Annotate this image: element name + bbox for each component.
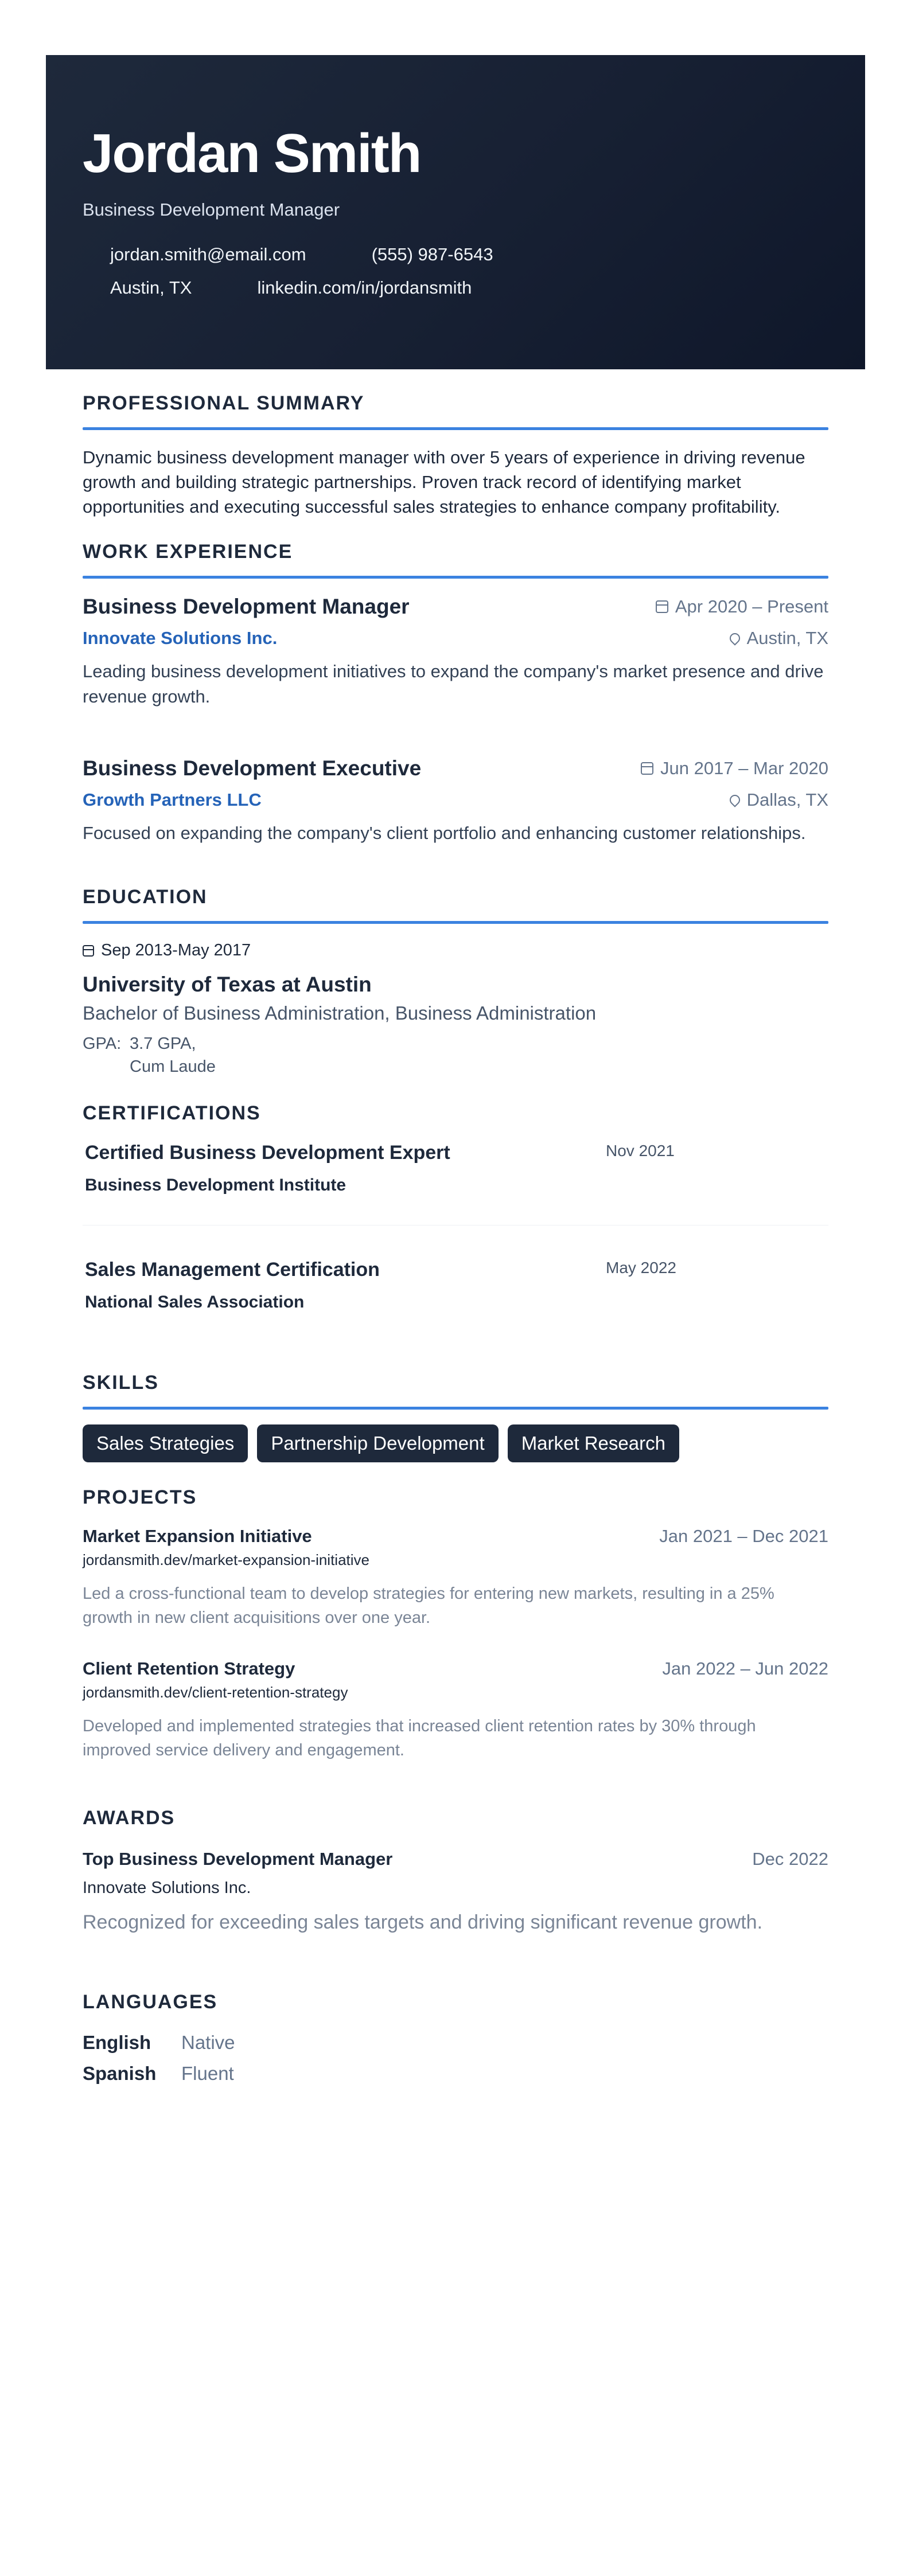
project-title: Client Retention Strategy <box>83 1658 295 1679</box>
award-title: Top Business Development Manager <box>83 1849 393 1869</box>
gpa-value: 3.7 GPA, <box>130 1035 196 1053</box>
project-link[interactable]: jordansmith.dev/market-expansion-initiative <box>83 1551 370 1568</box>
job-company: Innovate Solutions Inc. <box>83 628 278 648</box>
degree: Bachelor of Business Administration, Business Administration <box>83 1002 597 1024</box>
email-icon <box>83 249 94 260</box>
education-heading: EDUCATION <box>83 886 208 908</box>
languages-heading: LANGUAGES <box>83 1991 218 2013</box>
awards-section <box>83 1762 828 1934</box>
language-level: Fluent <box>181 2063 234 2084</box>
project-dates: Jan 2021 – Dec 2021 <box>659 1526 828 1546</box>
certification-date: May 2022 <box>606 1259 676 1277</box>
skills-list <box>83 1424 828 1462</box>
certifications-section <box>83 1078 828 1312</box>
projects-heading: PROJECTS <box>83 1486 197 1508</box>
experience-heading: WORK EXPERIENCE <box>83 541 293 563</box>
certification-date: Nov 2021 <box>606 1142 675 1160</box>
language-row <box>83 2027 828 2058</box>
contact-linkedin-text: linkedin.com/in/jordansmith <box>257 278 472 298</box>
languages-section <box>83 1934 828 2089</box>
contact-linkedin[interactable] <box>229 278 472 298</box>
language-name: English <box>83 2032 151 2053</box>
job-location-text: Dallas, TX <box>746 790 828 810</box>
calendar-icon <box>83 945 94 957</box>
certification-name: Certified Business Development Expert <box>85 1142 450 1164</box>
award-issuer: Innovate Solutions Inc. <box>83 1879 251 1897</box>
resume-body <box>46 369 865 2089</box>
project-description: Led a cross-functional team to develop strategies for entering new markets, resulting in a 25% growth in new client acquisitions over one year. <box>83 1584 774 1627</box>
job-location-text: Austin, TX <box>746 628 828 648</box>
certification-issuer: Business Development Institute <box>85 1176 347 1195</box>
job-entry <box>83 756 828 846</box>
contact-list <box>83 244 656 298</box>
skill-chip: Market Research <box>508 1424 679 1462</box>
job-dates-text: Apr 2020 – Present <box>675 596 828 616</box>
gpa-block <box>83 1032 828 1078</box>
award-description: Recognized for exceeding sales targets and driving significant revenue growth. <box>83 1911 763 1933</box>
phone-icon <box>344 249 356 260</box>
job-entry <box>83 595 828 709</box>
language-level: Native <box>181 2032 235 2053</box>
location-pin-icon <box>727 793 742 807</box>
summary-section <box>83 369 828 519</box>
awards-heading: AWARDS <box>83 1807 176 1829</box>
certification-issuer: National Sales Association <box>85 1293 305 1312</box>
skill-chip: Sales Strategies <box>83 1424 248 1462</box>
experience-section <box>83 519 828 846</box>
summary-rule <box>83 427 828 430</box>
candidate-title: Business Development Manager <box>83 200 340 220</box>
resume-header <box>46 55 865 369</box>
resume-page <box>46 55 865 2089</box>
calendar-icon <box>641 762 653 775</box>
education-dates-text: Sep 2013-May 2017 <box>101 941 251 959</box>
award-date: Dec 2022 <box>752 1849 828 1869</box>
school-name: University of Texas at Austin <box>83 973 372 996</box>
job-description: Leading business development initiatives to expand the company's market presence and drive revenue growth. <box>83 661 824 707</box>
skills-section <box>83 1312 828 1462</box>
contact-location-text: Austin, TX <box>110 278 192 298</box>
education-rule <box>83 921 828 924</box>
project-entry <box>83 1658 828 1762</box>
certification-entry <box>83 1142 828 1195</box>
project-dates: Jan 2022 – Jun 2022 <box>662 1658 828 1679</box>
certification-entry <box>83 1259 828 1312</box>
certifications-heading: CERTIFICATIONS <box>83 1102 261 1124</box>
certification-name: Sales Management Certification <box>85 1259 380 1281</box>
candidate-name: Jordan Smith <box>83 123 421 184</box>
contact-email[interactable] <box>83 244 306 265</box>
honors: Cum Laude <box>130 1057 216 1076</box>
education-dates <box>83 941 828 960</box>
job-location <box>730 628 828 649</box>
languages-list <box>83 2027 828 2089</box>
project-entry <box>83 1526 828 1630</box>
contact-email-text: jordan.smith@email.com <box>110 244 306 264</box>
job-title: Business Development Executive <box>83 756 422 780</box>
job-company: Growth Partners LLC <box>83 790 262 810</box>
summary-text: Dynamic business development manager with over 5 years of experience in driving revenue growth and building strategic partnerships. Proven track record of identifying market opportunities and executing successful sales strategies to enhance company profitability. <box>83 447 805 517</box>
summary-heading: PROFESSIONAL SUMMARY <box>83 392 365 414</box>
project-title: Market Expansion Initiative <box>83 1526 312 1546</box>
contact-phone[interactable] <box>344 244 493 265</box>
location-icon <box>83 282 94 294</box>
project-link[interactable]: jordansmith.dev/client-retention-strategy <box>83 1684 348 1701</box>
job-dates <box>641 758 828 779</box>
linkedin-icon <box>229 282 241 294</box>
skill-chip: Partnership Development <box>257 1424 498 1462</box>
project-description: Developed and implemented strategies that increased client retention rates by 30% through improved service delivery and engagement. <box>83 1717 756 1759</box>
projects-section <box>83 1462 828 1762</box>
calendar-icon <box>656 600 668 613</box>
contact-phone-text: (555) 987-6543 <box>371 244 493 264</box>
job-dates-text: Jun 2017 – Mar 2020 <box>660 758 828 778</box>
location-pin-icon <box>727 631 742 645</box>
contact-location <box>83 278 192 298</box>
skills-heading: SKILLS <box>83 1372 159 1394</box>
job-description: Focused on expanding the company's client portfolio and enhancing customer relationships. <box>83 823 806 843</box>
job-title: Business Development Manager <box>83 595 410 618</box>
experience-rule <box>83 576 828 579</box>
education-section <box>83 846 828 1078</box>
gpa-label: GPA: <box>83 1035 122 1053</box>
skills-rule <box>83 1407 828 1410</box>
job-location <box>730 790 828 810</box>
language-name: Spanish <box>83 2063 157 2084</box>
language-row <box>83 2058 828 2089</box>
job-dates <box>656 596 828 617</box>
